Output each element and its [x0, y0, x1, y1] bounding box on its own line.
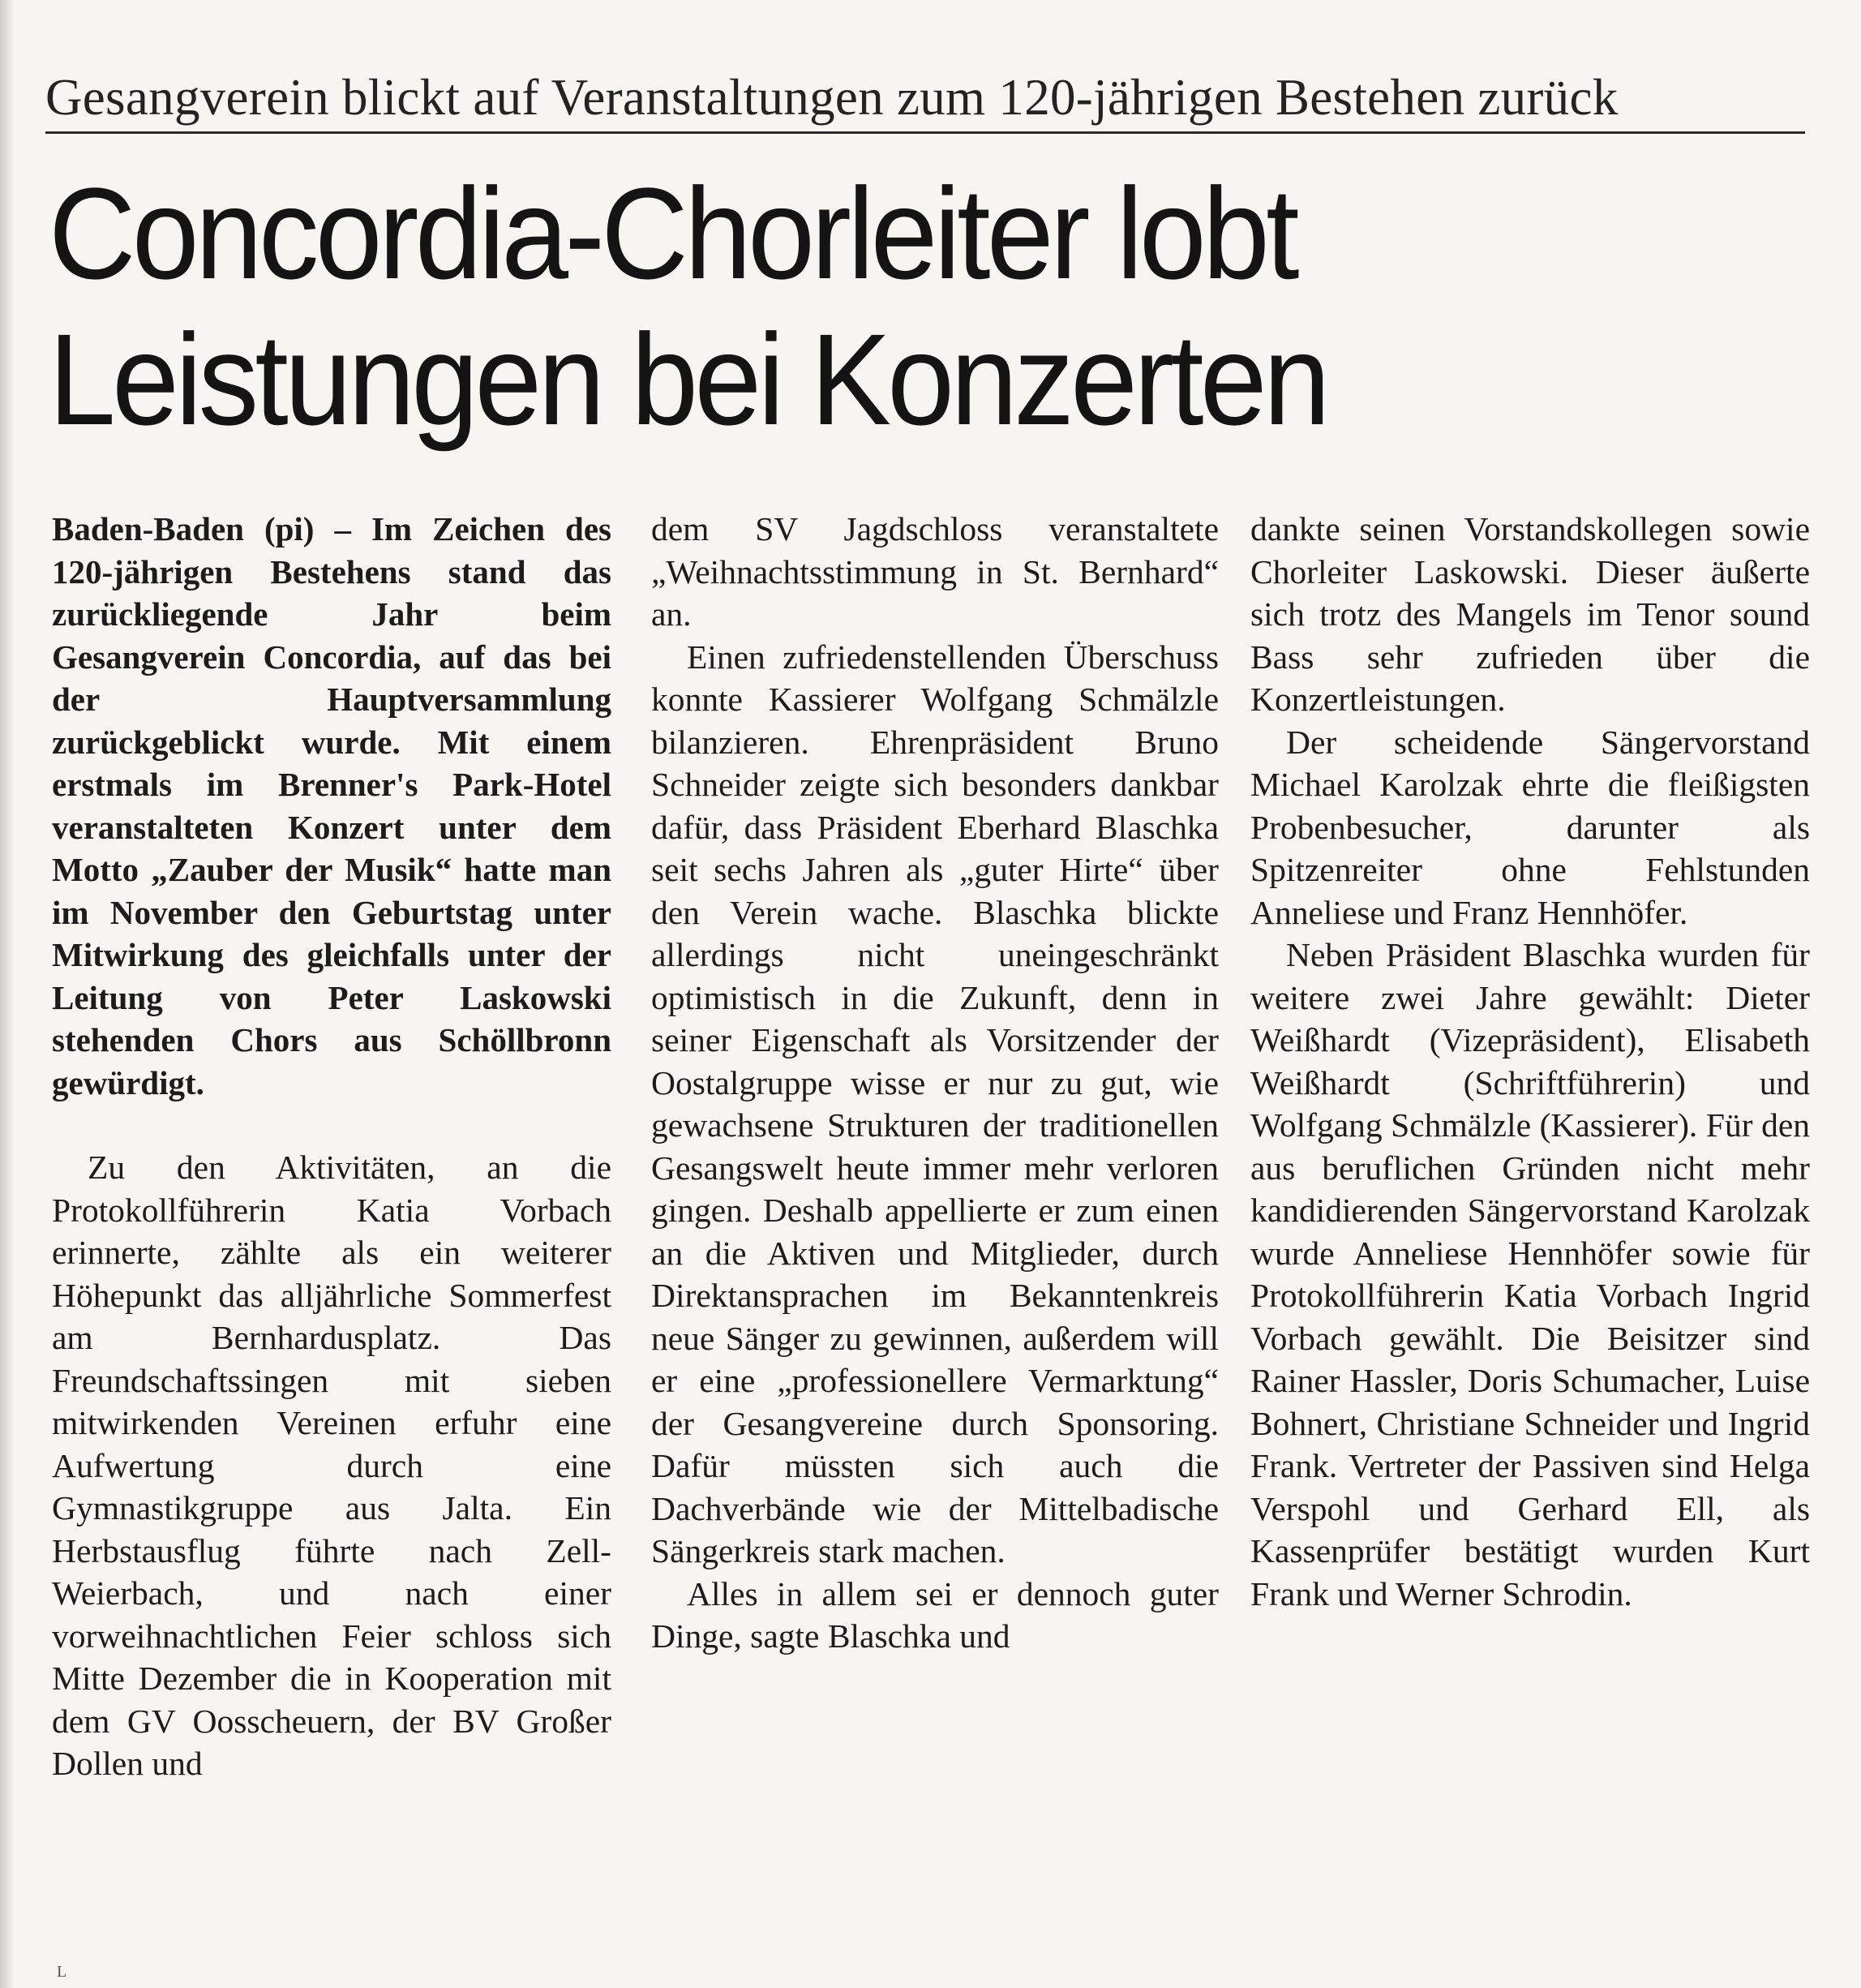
- footer-mark: L: [57, 1963, 67, 1981]
- body-paragraph: Einen zufriedenstellenden Überschuss konnte Kassierer Wolfgang Schmälzle bilanzieren. Ehrenpräsident Bruno Schneider zeigte sich besonders dankbar dafür, dass Präsident Eberhard Blaschka seit sechs Jahren als „guter Hirte“ über den Verein wache. Blaschka blickte allerdings nicht uneingeschränkt optimistisch in die Zukunft, denn in seiner Eigenschaft als Vorsitzender der Oostalgruppe wisse er nur zu gut, wie gewachsene Strukturen der traditionellen Gesangswelt heute immer mehr verloren gingen. Deshalb appellierte er zum einen an die Aktiven und Mitglieder, durch Direktansprachen im Bekanntenkreis neue Sänger zu gewinnen, außerdem will er eine „professionellere Vermarktung“ der Gesangvereine durch Sponsoring. Dafür müssten sich auch die Dachverbände wie der Mittelbadische Sängerkreis stark machen.: [651, 638, 1219, 1569]
- body-paragraph: Der scheidende Sängervorstand Michael Karolzak ehrte die fleißigsten Probenbesucher, darunter als Spitzenreiter ohne Fehlstunden Anneliese und Franz Hennhöfer.: [1250, 723, 1810, 931]
- scan-edge: [0, 0, 15, 1988]
- kicker-rule: [45, 131, 1805, 134]
- body-paragraph: dankte seinen Vorstandskollegen sowie Chorleiter Laskowski. Dieser äußerte sich trotz des Mangels im Tenor sound Bass sehr zufrieden über die Konzertleistungen.: [1250, 510, 1810, 718]
- article-column-1: [52, 508, 611, 1785]
- headline-line-1: Concordia-Chorleiter lobt: [49, 161, 1296, 306]
- body-paragraph: Zu den Aktivitäten, an die Protokollführerin Katia Vorbach erinnerte, zählte als ein weiterer Höhepunkt das alljährliche Sommerfest am Bernhardusplatz. Das Freundschaftssingen mit sieben mitwirkenden Vereinen erfuhr eine Aufwertung durch eine Gymnastikgruppe aus Jalta. Ein Herbstausflug führte nach Zell-Weierbach, und nach einer vorweihnachtlichen Feier schloss sich Mitte Dezember die in Kooperation mit dem GV Oosscheuern, der BV Großer Dollen und: [52, 1149, 611, 1782]
- article-column-3: [1250, 508, 1810, 1615]
- headline: [49, 161, 1808, 453]
- body-paragraph: Neben Präsident Blaschka wurden für weitere zwei Jahre gewählt: Dieter Weißhardt (Vizepräsident), Elisabeth Weißhardt (Schriftführerin) und Wolfgang Schmälzle (Kassierer). Für den aus beruflichen Gründen nicht mehr kandidierenden Sängervorstand Karolzak wurde Anneliese Hennhöfer sowie für Protokollführerin Katia Vorbach Ingrid Vorbach gewählt. Die Beisitzer sind Rainer Hassler, Doris Schumacher, Luise Bohnert, Christiane Schneider und Ingrid Frank. Vertreter der Passiven sind Helga Verspohl und Gerhard Ell, als Kassenprüfer bestätigt wurden Kurt Frank und Werner Schrodin.: [1250, 936, 1810, 1612]
- headline-line-2: Leistungen bei Konzerten: [49, 307, 1327, 452]
- body-paragraph: dem SV Jagdschloss veranstaltete „Weihnachtsstimmung in St. Bernhard“ an.: [651, 510, 1219, 633]
- body-paragraph: Alles in allem sei er dennoch guter Dinge, sagte Blaschka und: [651, 1574, 1219, 1655]
- kicker-line: Gesangverein blickt auf Veranstaltungen zum 120-jährigen Bestehen zurück: [45, 69, 1619, 126]
- article-column-2: [651, 508, 1219, 1658]
- lead-paragraph: Baden-Baden (pi) – Im Zeichen des 120-jährigen Bestehens stand das zurückliegende Jahr beim Gesangverein Concordia, auf das bei der Hauptversammlung zurückgeblickt wurde. Mit einem erstmals im Brenner's Park-Hotel veranstalteten Konzert unter dem Motto „Zauber der Musik“ hatte man im November den Geburtstag unter Mitwirkung des gleichfalls unter der Leitung von Peter Laskowski stehenden Chors aus Schöllbronn gewürdigt.: [52, 510, 611, 1101]
